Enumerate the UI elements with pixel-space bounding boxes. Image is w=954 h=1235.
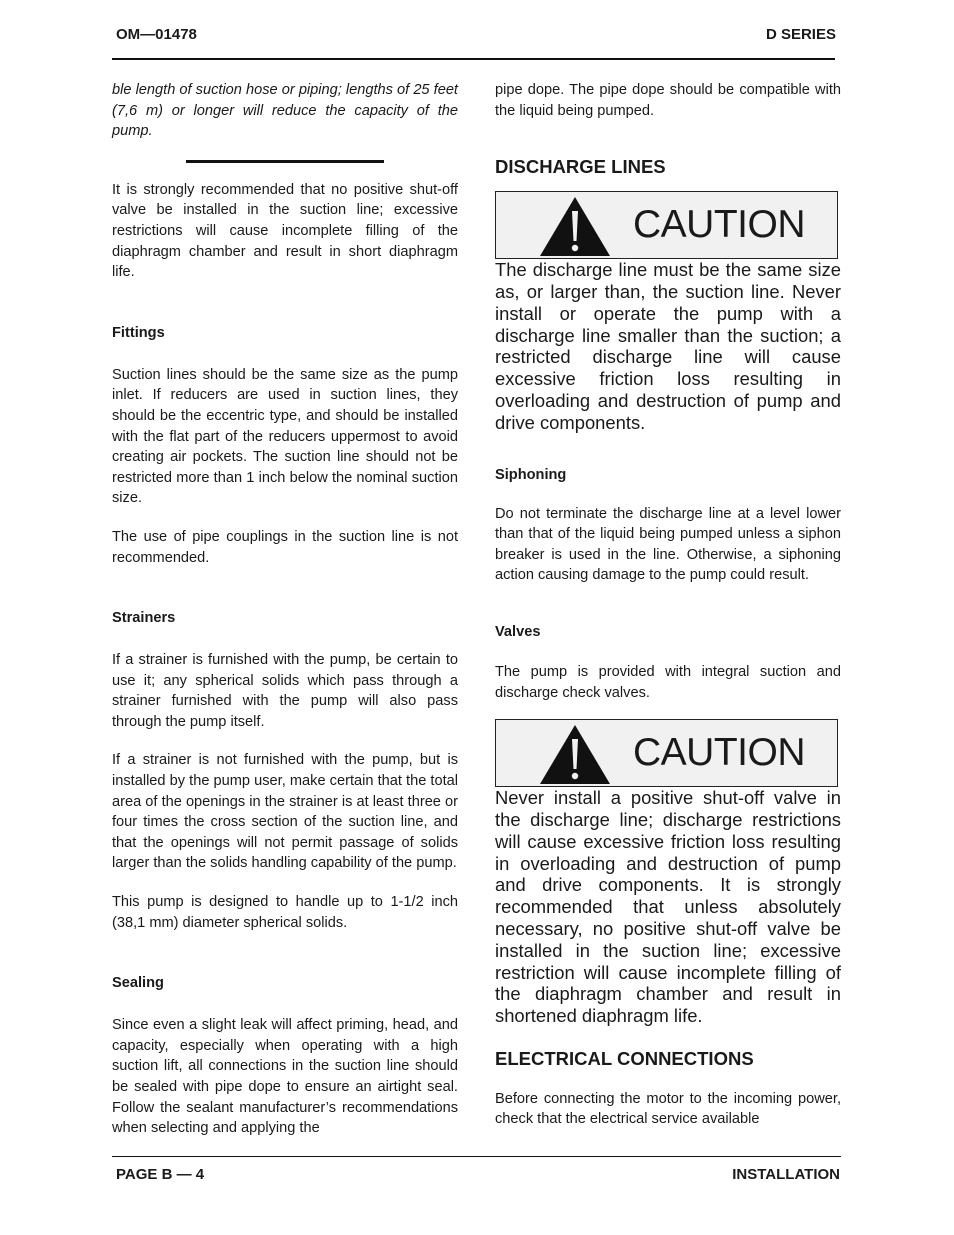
caution-box-2 (495, 719, 838, 787)
siphoning-heading: Siphoning (495, 466, 567, 483)
caution-label: CAUTION (633, 203, 805, 247)
pipe-dope-paragraph: pipe dope. The pipe dope should be compatible with the liquid being pumped. (495, 82, 841, 119)
strainers-paragraph-3: This pump is designed to handle up to 1-1/2 inch (38,1 mm) diameter spherical solids. (112, 894, 458, 931)
fittings-paragraph-2: The use of pipe couplings in the suction line is not recommended. (112, 528, 458, 566)
fittings-paragraph-1: Suction lines should be the same size as the pump inlet. If reducers are used in suction lines, they should be the eccentric type, and should be installed with the flat part of the reducers uppermost to avoid creating air pockets. The suction line should not be restricted more than 1 inch below the nominal suction size. (112, 366, 458, 507)
series-title: D SERIES (765, 26, 836, 43)
header-rule (112, 58, 835, 60)
warning-triangle-icon (538, 195, 612, 257)
valves-paragraph: The pump is provided with integral suction and discharge check valves. (495, 663, 841, 701)
footer-rule (112, 1156, 841, 1157)
intro-italic-paragraph: ble length of suction hose or piping; lengths of 25 feet (7,6 m) or longer will reduce the capacity of the pump. (112, 82, 458, 140)
section-name: INSTALLATION (732, 1166, 840, 1183)
fittings-heading: Fittings (112, 324, 165, 341)
strainers-paragraph-1: If a strainer is furnished with the pump, be certain to use it; any spherical solids which pass through a strainer furnished with the pump will also pass through the pump itself. (112, 652, 458, 730)
discharge-lines-heading: DISCHARGE LINES (495, 156, 666, 178)
valves-heading: Valves (495, 623, 541, 640)
sealing-paragraph: Since even a slight leak will affect priming, head, and capacity, especially when operating with a high suction lift, all connections in the suction line should be sealed with pipe dope to ensure an airtight seal. Follow the sealant manufacturer’s recommendations when selecting and applying the (112, 1017, 458, 1137)
page-number: PAGE B — 4 (116, 1166, 205, 1183)
caution-2-text: Never install a positive shut-off valve in the discharge line; discharge restrictions will cause excessive friction loss resulting in overloading and destruction of pump and drive components. It is strongly recommended that unless absolutely necessary, no positive shut-off valve be installed in the suction line; excessive restriction will cause incomplete filling of the diaphragm chamber and result in shortened diaphragm life. (495, 787, 841, 1027)
warning-triangle-icon (538, 723, 612, 785)
strainers-heading: Strainers (112, 610, 176, 627)
strainers-paragraph-2: If a strainer is not furnished with the pump, but is installed by the pump user, make certain that the total area of the openings in the strainer is at least three or four times the cross section of the suction line, and that the openings will not permit passage of solids larger than the solids handling capability of the pump. (112, 752, 458, 872)
left-column (112, 80, 458, 1139)
shutoff-paragraph: It is strongly recommended that no positive shut-off valve be installed in the suction line; excessive restrictions will cause incomplete filling of the diaphragm chamber and result in short diaphragm life. (112, 181, 458, 281)
sealing-heading: Sealing (112, 975, 164, 992)
electrical-connections-heading: ELECTRICAL CONNECTIONS (495, 1047, 754, 1069)
caution-box-1 (495, 191, 838, 259)
caution-1-text: The discharge line must be the same size as, or larger than, the suction line. Never install or operate the pump with a discharge line smaller than the suction; a restricted discharge line will cause excessive friction loss resulting in overloading and destruction of pump and drive components. (495, 259, 841, 433)
electrical-paragraph: Before connecting the motor to the incoming power, check that the electrical service available (495, 1090, 841, 1128)
right-column (495, 80, 841, 1130)
caution-label: CAUTION (633, 731, 805, 775)
siphoning-paragraph: Do not terminate the discharge line at a level lower than that of the liquid being pumped unless a siphon breaker is used in the line. Otherwise, a siphoning action causing damage to the pump could result. (495, 505, 841, 584)
document-code: OM—01478 (116, 26, 197, 43)
